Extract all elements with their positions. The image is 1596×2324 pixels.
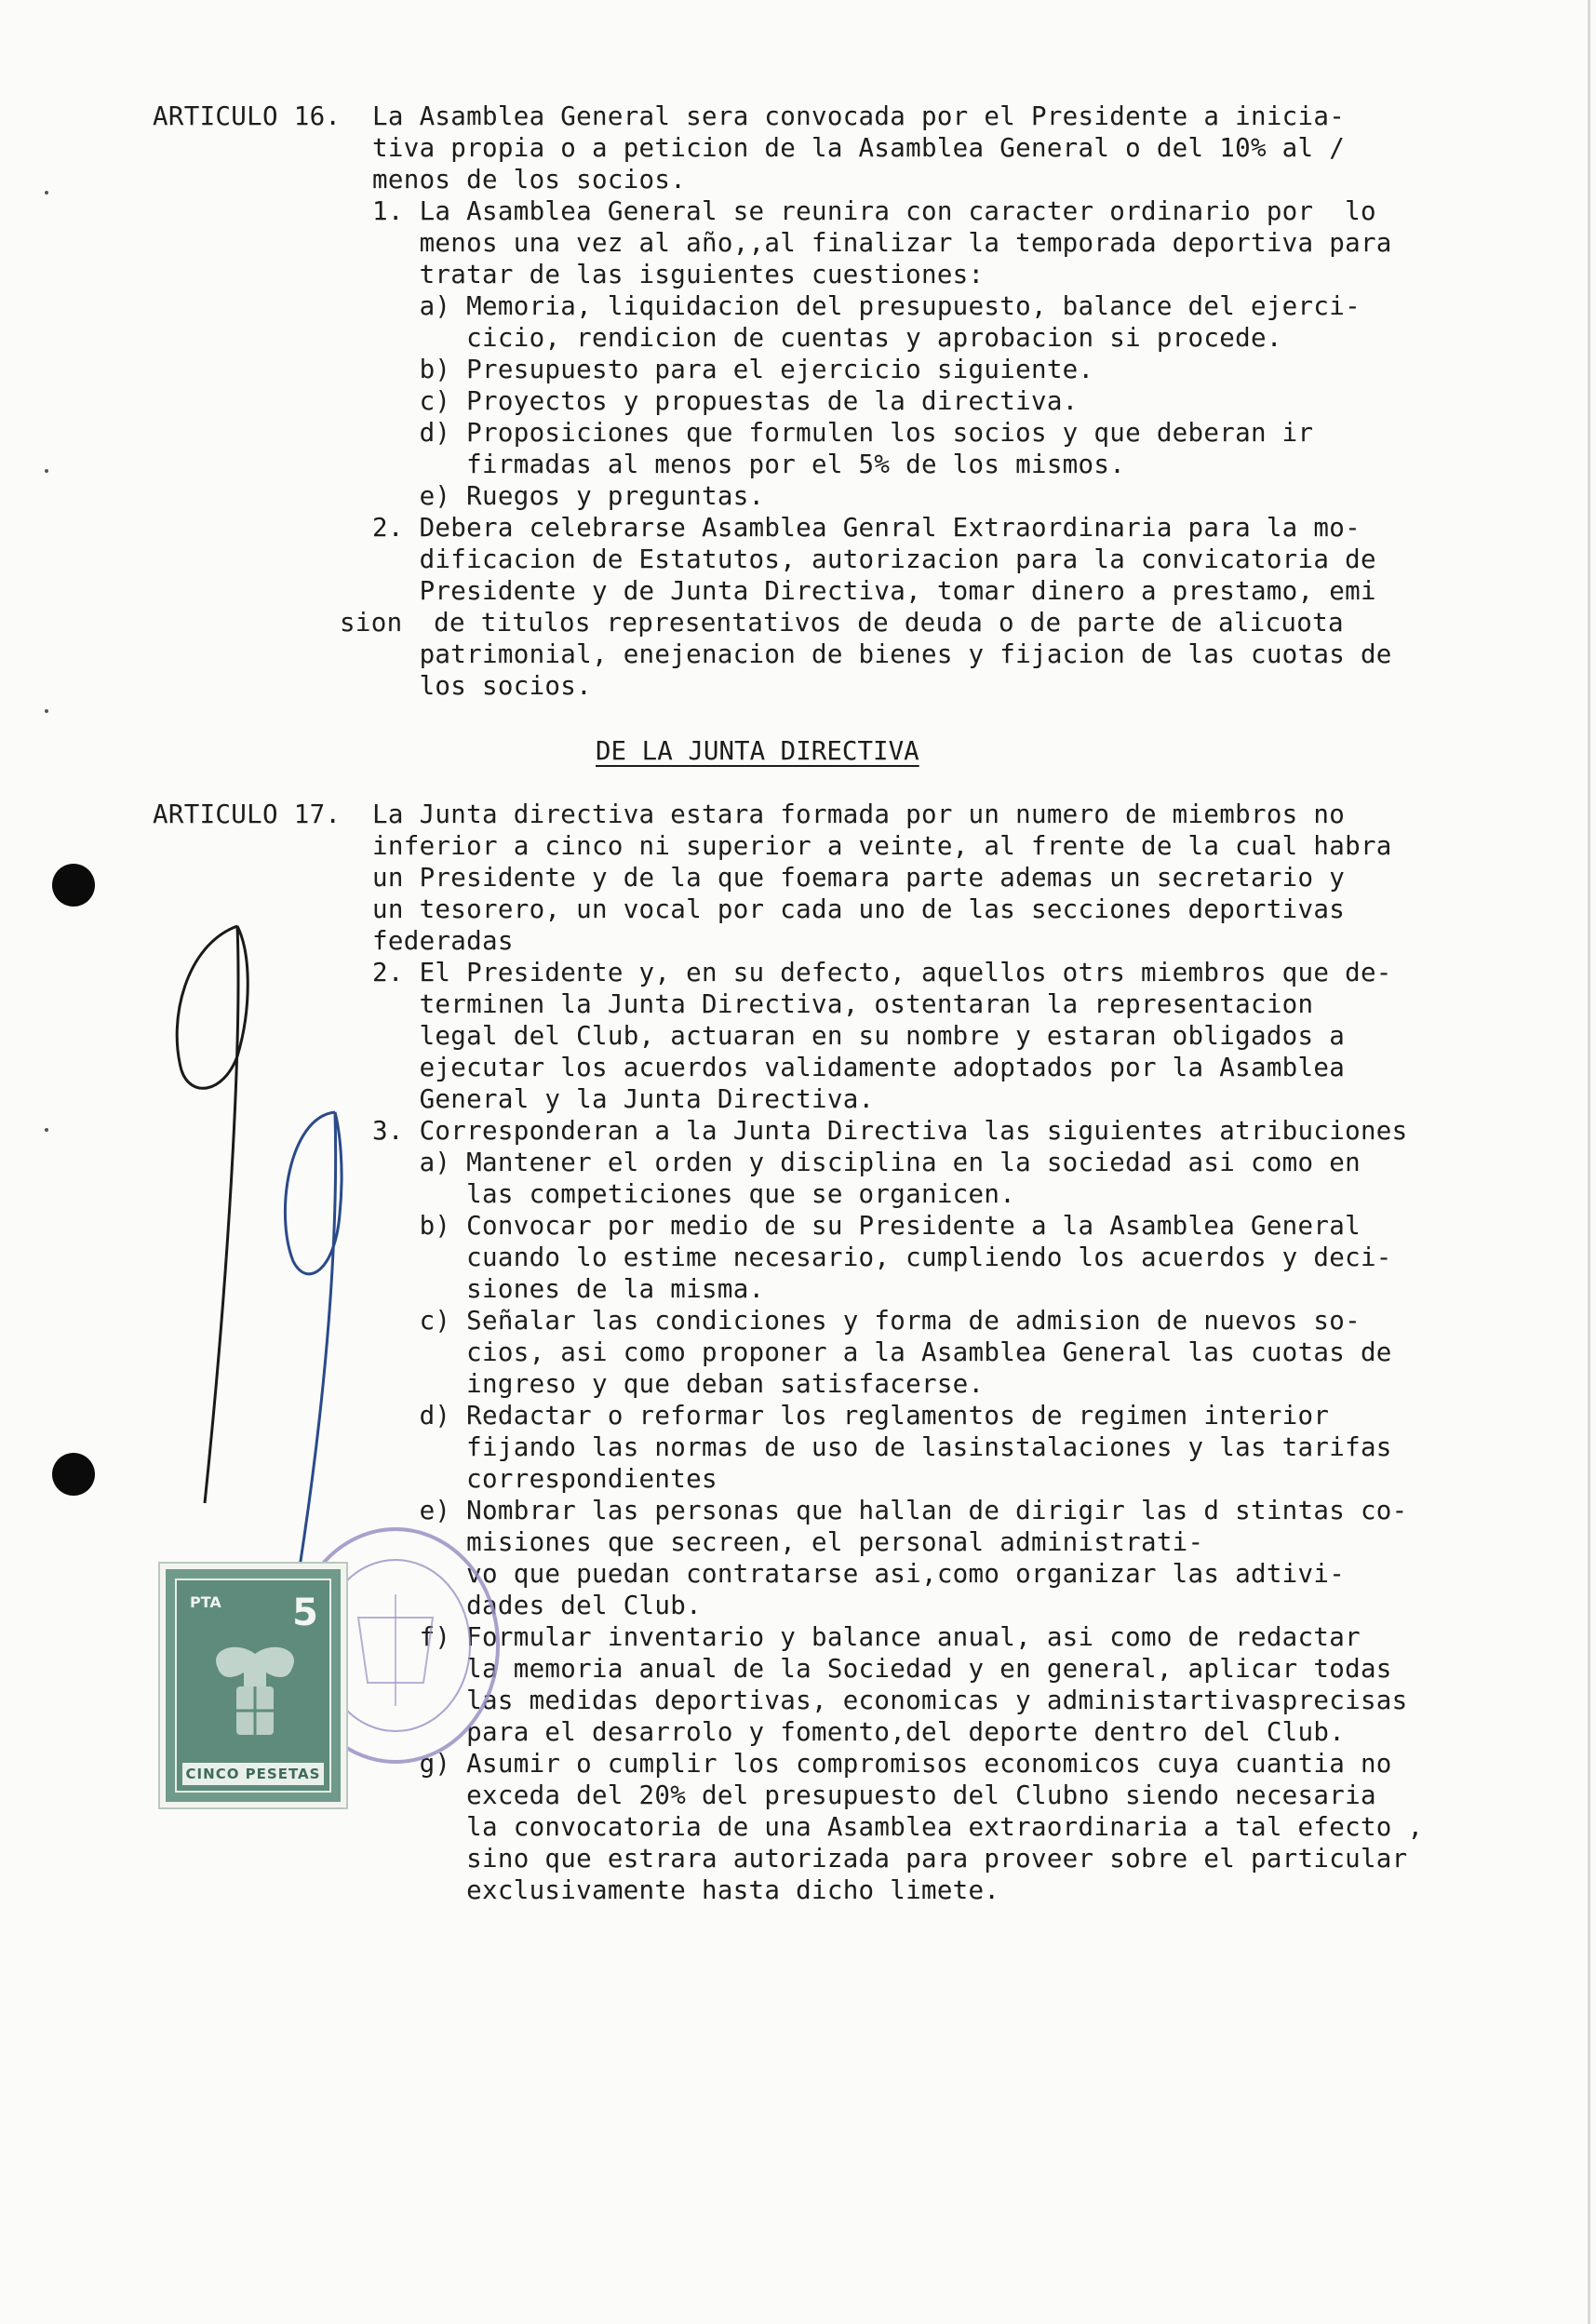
article-16-line: 1. La Asamblea General se reunira con caracter ordinario por lo: [372, 196, 1376, 226]
article-17-line: g) Asumir o cumplir los compromisos economicos cuya cuantia no: [372, 1749, 1392, 1779]
article-17-line: legal del Club, actuaran en su nombre y estaran obligados a: [372, 1021, 1346, 1051]
revenue-stamp: [160, 1564, 346, 1807]
article-17-line: fijando las normas de uso de lasinstalaciones y las tarifas: [372, 1432, 1392, 1462]
article-17-line: cios, asi como proponer a la Asamblea General las cuotas de: [372, 1337, 1392, 1367]
revenue-stamp-value: 5: [292, 1592, 318, 1634]
article-17-line: c) Señalar las condiciones y forma de admision de nuevos so-: [372, 1306, 1361, 1336]
article-17-line: e) Nombrar las personas que hallan de dirigir las d stintas co-: [372, 1496, 1408, 1525]
page-edge: [1588, 0, 1590, 2324]
article-17-line: exclusivamente hasta dicho limete.: [372, 1875, 1000, 1905]
article-16-label: ARTICULO 16.: [153, 101, 342, 131]
article-16-line: menos una vez al año,,al finalizar la temporada deportiva para: [372, 228, 1392, 258]
punch-hole-top: [52, 864, 95, 907]
article-17-line: inferior a cinco ni superior a veinte, al frente de la cual habra: [372, 831, 1392, 861]
punch-hole-bottom: [52, 1453, 95, 1496]
article-16-line: d) Proposiciones que formulen los socios y que deberan ir: [372, 418, 1314, 448]
article-17-line: terminen la Junta Directiva, ostentaran la representacion: [372, 989, 1314, 1019]
article-16-line: tratar de las isguientes cuestiones:: [372, 260, 985, 289]
article-17-line: f) Formular inventario y balance anual, asi como de redactar: [372, 1622, 1361, 1652]
paper-speck: [45, 469, 48, 473]
article-17-line: las competiciones que se organicen.: [372, 1179, 1016, 1209]
article-16-line: c) Proyectos y propuestas de la directiva.: [372, 386, 1079, 416]
article-17-line: ingreso y que deban satisfacerse.: [372, 1369, 985, 1399]
article-16-line: La Asamblea General sera convocada por el Presidente a inicia-: [372, 101, 1346, 131]
article-17-line: las medidas deportivas, economicas y administartivasprecisas: [372, 1686, 1408, 1715]
revenue-stamp-label: CINCO PESETAS: [182, 1763, 324, 1785]
article-16-line: dificacion de Estatutos, autorizacion para la convicatoria de: [372, 544, 1376, 574]
article-17-line: siones de la misma.: [372, 1274, 765, 1304]
article-16-line: patrimonial, enejenacion de bienes y fijacion de las cuotas de: [372, 639, 1392, 669]
paper-speck: [45, 1128, 48, 1132]
article-16-line: cicio, rendicion de cuentas y aprobacion si procede.: [372, 323, 1282, 353]
article-17-line: dades del Club.: [372, 1591, 702, 1620]
article-17-line: cuando lo estime necesario, cumpliendo los acuerdos y deci-: [372, 1243, 1392, 1272]
article-16-line: Presidente y de Junta Directiva, tomar dinero a prestamo, emi: [372, 576, 1376, 606]
article-17-line: General y la Junta Directiva.: [372, 1084, 875, 1114]
article-16-line: tiva propia o a peticion de la Asamblea General o del 10% al /: [372, 133, 1346, 163]
article-17-line: exceda del 20% del presupuesto del Clubno siendo necesaria: [372, 1780, 1376, 1810]
article-16-line: sion de titulos representativos de deuda o de parte de alicuota: [340, 608, 1344, 638]
article-17-line: vo que puedan contratarse asi,como organizar las adtivi-: [372, 1559, 1346, 1589]
article-17-line: La Junta directiva estara formada por un numero de miembros no: [372, 799, 1346, 829]
article-17-line: correspondientes: [372, 1464, 718, 1494]
article-16-line: e) Ruegos y preguntas.: [372, 481, 765, 511]
article-16-line: a) Memoria, liquidacion del presupuesto, balance del ejerci-: [372, 291, 1361, 321]
article-16-line: menos de los socios.: [372, 165, 687, 195]
article-17-line: d) Redactar o reformar los reglamentos de regimen interior: [372, 1401, 1330, 1431]
article-17-line: sino que estrara autorizada para proveer sobre el particular: [372, 1844, 1408, 1874]
article-17-line: federadas: [372, 926, 514, 956]
article-16-line: b) Presupuesto para el ejercicio siguiente.: [372, 355, 1094, 384]
article-17-line: ejecutar los acuerdos validamente adoptados por la Asamblea: [372, 1053, 1346, 1082]
article-17-line: para el desarrolo y fomento,del deporte dentro del Club.: [372, 1717, 1346, 1747]
article-17-line: 3. Corresponderan a la Junta Directiva las siguientes atribuciones: [372, 1116, 1408, 1146]
section-heading: DE LA JUNTA DIRECTIVA: [596, 736, 919, 766]
coat-of-arms-icon: [208, 1640, 302, 1752]
article-17-line: un tesorero, un vocal por cada uno de las secciones deportivas: [372, 894, 1346, 924]
paper-speck: [45, 191, 48, 195]
article-17-line: a) Mantener el orden y disciplina en la sociedad asi como en: [372, 1148, 1361, 1177]
article-17-line: 2. El Presidente y, en su defecto, aquellos otrs miembros que de-: [372, 958, 1392, 987]
article-17-line: la memoria anual de la Sociedad y en general, aplicar todas: [372, 1654, 1392, 1684]
article-17-line: b) Convocar por medio de su Presidente a la Asamblea General: [372, 1211, 1361, 1241]
revenue-stamp-currency: PTA: [190, 1593, 221, 1611]
article-16-line: los socios.: [372, 671, 592, 701]
article-16-line: 2. Debera celebrarse Asamblea Genral Extraordinaria para la mo-: [372, 513, 1361, 543]
article-16-line: firmadas al menos por el 5% de los mismos.: [372, 450, 1126, 479]
paper-speck: [45, 709, 48, 713]
revenue-stamp-frame: [175, 1578, 331, 1793]
article-17-line: misiones que secreen, el personal administrati-: [372, 1527, 1204, 1557]
article-17-line: la convocatoria de una Asamblea extraordinaria a tal efecto ,: [372, 1812, 1424, 1842]
article-17-label: ARTICULO 17.: [153, 799, 342, 829]
article-17-line: un Presidente y de la que foemara parte ademas un secretario y: [372, 863, 1346, 893]
